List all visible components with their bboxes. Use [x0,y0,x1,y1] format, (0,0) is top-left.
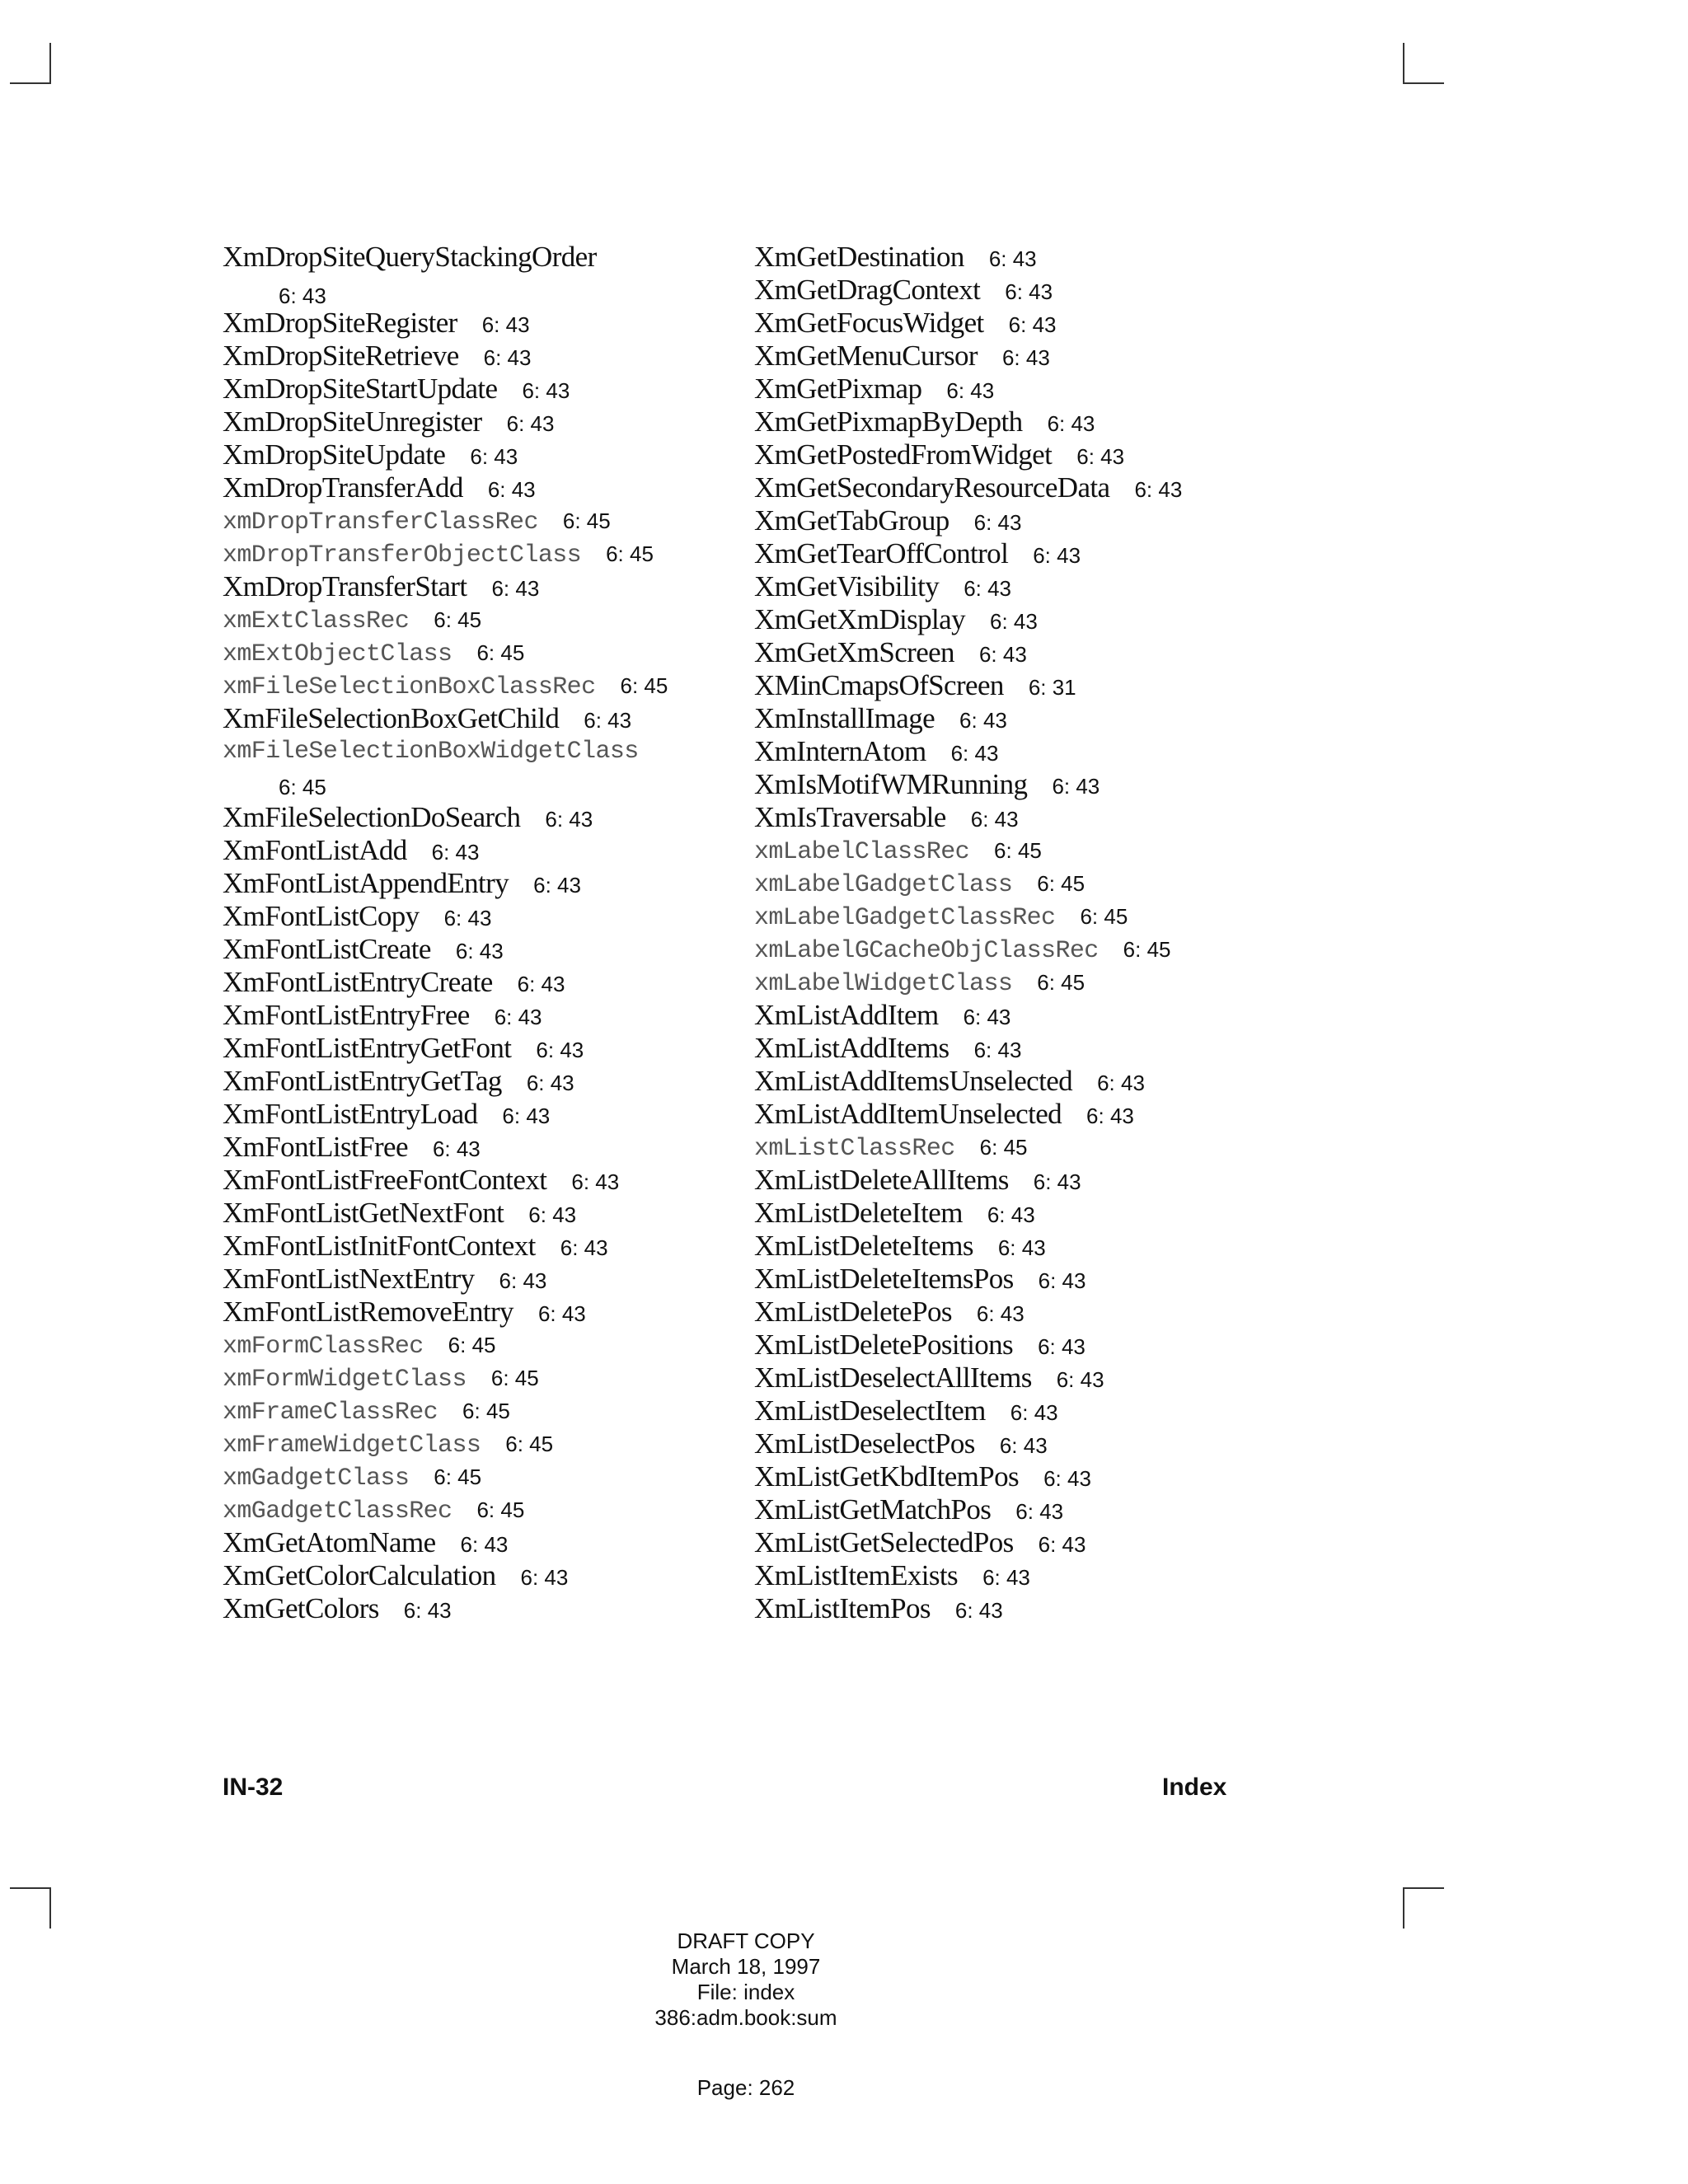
index-term: XmFontListCopy [223,900,420,932]
draft-file: File: index [696,1980,795,2004]
index-entry [223,1329,750,1361]
index-entry [223,702,750,735]
draft-page-number: Page: 262 [696,2075,795,2100]
index-page-ref: 6: 43 [964,576,1012,601]
index-entry [754,768,1265,801]
index-page-ref: 6: 45 [1037,871,1085,896]
index-page-ref: 6: 43 [443,906,492,930]
index-term: XmDropSiteStartUpdate [223,373,498,405]
index-term: XmDropSiteRegister [223,307,457,339]
index-page-ref: 6: 43 [545,807,593,832]
index-page-ref: 6: 45 [476,640,525,665]
index-term: XmDropTransferAdd [223,471,463,504]
index-entry [223,636,750,669]
index-term: XmListGetSelectedPos [754,1526,1014,1558]
index-entry [223,801,750,834]
index-term: xmLabelWidgetClass [754,970,1013,998]
index-entry [754,603,1265,636]
index-page-ref: 6: 43 [483,345,532,370]
index-page-ref: 6: 43 [533,873,581,898]
index-page-ref: 6: 45 [562,509,611,533]
index-term: XmGetSecondaryResourceData [754,471,1110,504]
index-page-ref: 6: 43 [1038,1334,1085,1359]
index-page-ref: 6: 43 [520,1565,569,1590]
index-page-ref: 6: 43 [1038,1532,1086,1557]
index-entry [223,373,750,405]
index-entry [754,1065,1265,1098]
index-page-ref: 6: 43 [584,708,632,733]
index-entry [754,1493,1265,1526]
index-term: XmFontListAdd [223,834,407,866]
index-page-ref: 6: 43 [1038,1268,1086,1293]
index-page-ref: 6: 43 [973,1038,1022,1062]
index-page-ref: 6: 43 [950,741,999,766]
index-entry [223,340,750,373]
index-entry [223,999,750,1032]
index-term: XmListDeselectPos [754,1427,975,1460]
index-page-ref: 6: 43 [1056,1367,1104,1392]
index-term: XmDropSiteUpdate [223,438,446,471]
index-page-ref: 6: 43 [1033,543,1081,568]
index-entry [223,405,750,438]
index-entry [223,1230,750,1263]
page-folio: IN-32 [223,1774,284,1801]
index-term: xmFrameClassRec [223,1399,438,1427]
index-page-ref: 6: 45 [979,1135,1028,1160]
index-term: XmListDeletePos [754,1296,952,1328]
index-page-ref: 6: 43 [1001,345,1050,370]
index-term: XmFontListFreeFontContext [223,1164,547,1196]
index-entry [754,867,1265,900]
index-term: XmGetMenuCursor [754,340,978,372]
index-term: XmListDeleteItem [754,1197,963,1229]
index-page-ref: 6: 43 [970,807,1019,832]
index-term: XmListGetMatchPos [754,1493,992,1526]
index-term: xmLabelGadgetClass [754,871,1013,899]
section-title: Index [1162,1774,1227,1801]
index-entry [223,438,750,471]
index-page-ref: 6: 43 [1015,1499,1064,1524]
index-term: xmLabelGadgetClassRec [754,904,1056,932]
index-term: XmListItemExists [754,1559,959,1591]
index-term: xmFileSelectionBoxClassRec [223,673,596,701]
index-entry [754,636,1265,669]
index-page-ref: 6: 43 [432,1137,481,1161]
index-page-ref: 6: 43 [403,1598,452,1623]
index-term: XmFontListGetNextFont [223,1197,504,1229]
index-entry [223,1526,750,1559]
index-term: xmFrameWidgetClass [223,1432,481,1460]
index-entry [223,1592,750,1625]
index-entry [223,570,750,603]
index-entry [754,438,1265,471]
index-entry [754,1197,1265,1230]
index-page-ref: 6: 43 [560,1235,608,1260]
index-page-ref: 6: 43 [973,510,1022,535]
index-term: XmGetTearOffControl [754,537,1009,569]
index-entry [754,735,1265,768]
index-page-ref: 6: 45 [620,673,668,698]
index-term: XmIsMotifWMRunning [754,768,1028,800]
index-entry [223,867,750,900]
index-page-ref: 6: 43 [506,411,555,436]
index-term: xmFormClassRec [223,1333,424,1361]
index-entry [754,1098,1265,1131]
index-term: xmListClassRec [754,1135,955,1163]
index-entry [754,504,1265,537]
index-term: XmGetColors [223,1592,379,1624]
index-term: XmFontListFree [223,1131,408,1163]
index-entry [223,1559,750,1592]
index-page-ref: 6: 43 [1052,774,1100,799]
index-term: XmFontListEntryGetFont [223,1032,512,1064]
index-page-ref: 6: 43 [491,576,540,601]
index-term: XmListDeleteItems [754,1230,973,1262]
index-page-ref: 6: 43 [528,1202,577,1227]
index-term: XmFontListEntryGetTag [223,1065,502,1097]
index-page-ref: 6: 43 [460,1532,509,1557]
index-entry [754,1230,1265,1263]
index-entry [754,1361,1265,1394]
index-page-ref: 6: 45 [434,607,482,632]
index-term: XmGetXmDisplay [754,603,966,635]
index-term: xmFileSelectionBoxWidgetClass [223,738,639,766]
draft-date: March 18, 1997 [671,1954,821,1979]
draft-label: DRAFT COPY [677,1929,815,1953]
draft-notice [0,1929,1492,2031]
index-page-ref: 6: 43 [1005,279,1053,304]
index-term: XmListItemPos [754,1592,931,1624]
index-entry [754,1329,1265,1361]
index-page-ref: 6: 43 [946,378,995,403]
index-column-left [223,241,750,1625]
index-page-ref: 6: 43 [988,246,1037,271]
index-entry [223,471,750,504]
index-entry [223,1427,750,1460]
index-entry [223,1361,750,1394]
index-page-ref: 6: 43 [1047,411,1095,436]
index-entry [754,1559,1265,1592]
index-term: XmGetVisibility [754,570,940,602]
index-page-ref: 6: 43 [487,477,536,502]
index-entry [223,834,750,867]
index-term: XmListDeletePositions [754,1329,1014,1361]
index-entry [754,702,1265,735]
index-page-ref: 6: 43 [279,284,326,308]
index-term: xmGadgetClass [223,1465,410,1493]
index-page-ref: 6: 45 [476,1497,525,1522]
index-entry [754,537,1265,570]
index-page-ref: 6: 45 [462,1399,510,1423]
index-term: XmListAddItemUnselected [754,1098,1062,1130]
index-entry [754,966,1265,999]
index-page-ref: 6: 45 [1123,937,1171,962]
index-term: XmInstallImage [754,702,935,734]
index-term: XmDropSiteUnregister [223,405,482,438]
index-term: XmListDeselectAllItems [754,1361,1032,1394]
index-term: XmFontListEntryFree [223,999,470,1031]
index-entry [754,471,1265,504]
index-term: xmGadgetClassRec [223,1497,452,1526]
index-term: XmListDeselectItem [754,1394,986,1427]
index-page-ref: 6: 45 [448,1333,496,1357]
index-page-ref: 6: 43 [481,312,530,337]
index-entry [754,999,1265,1032]
index-entry [754,900,1265,933]
draft-book: 386:adm.book:sum [654,2005,837,2030]
index-page-ref: 6: 45 [1037,970,1085,995]
index-term: XmGetFocusWidget [754,307,984,339]
index-term: XmGetColorCalculation [223,1559,496,1591]
index-entry [754,1460,1265,1493]
index-page-ref: 6: 43 [1033,1169,1081,1194]
index-page-ref: 6: 43 [499,1268,547,1293]
index-page-ref: 6: 43 [963,1005,1011,1029]
index-entry [754,274,1265,307]
index-page-ref: 6: 43 [526,1071,574,1095]
index-term: XmListAddItemsUnselected [754,1065,1073,1097]
index-term: XmFontListEntryLoad [223,1098,478,1130]
index-page-ref: 6: 43 [1086,1104,1134,1128]
index-entry [754,1427,1265,1460]
index-entry [223,1164,750,1197]
index-page-ref: 6: 43 [455,939,504,963]
index-page-ref: 6: 45 [994,838,1042,863]
index-term: XmFontListCreate [223,933,431,965]
index-entry [754,1164,1265,1197]
index-page-ref: 6: 43 [517,972,565,996]
index-term: XmDropTransferStart [223,570,467,602]
index-entry [754,1526,1265,1559]
index-page-ref: 6: 43 [536,1038,584,1062]
index-term: xmDropTransferObjectClass [223,541,582,569]
index-term: xmFormWidgetClass [223,1366,467,1394]
index-entry [754,1296,1265,1329]
index-term: XmListGetKbdItemPos [754,1460,1020,1493]
index-term: xmDropTransferClassRec [223,509,538,537]
index-entry [223,537,750,570]
index-entry [754,373,1265,405]
index-entry [223,1032,750,1065]
index-entry [754,570,1265,603]
index-entry [223,1460,750,1493]
index-page-ref: 6: 43 [1043,1466,1091,1491]
index-page-ref: 6: 43 [1010,1400,1058,1425]
index-page-ref: 6: 31 [1028,675,1076,700]
index-term: XmGetPostedFromWidget [754,438,1053,471]
index-page-ref: 6: 43 [1076,444,1125,469]
index-term: XmListDeleteItemsPos [754,1263,1014,1295]
index-term: XmGetTabGroup [754,504,950,537]
index-page-ref: 6: 45 [505,1432,554,1456]
index-entry [223,1493,750,1526]
index-page-ref: 6: 43 [954,1598,1003,1623]
index-term: XmListAddItem [754,999,939,1031]
index-entry [223,900,750,933]
index-page-ref: 6: 43 [494,1005,542,1029]
index-entry [223,966,750,999]
index-entry [223,735,750,801]
index-term: XmFontListAppendEntry [223,867,509,899]
index-entry [223,669,750,702]
index-entry [223,1131,750,1164]
index-term: XmDropSiteQueryStackingOrder [223,241,597,273]
index-page-ref: 6: 45 [279,775,326,799]
index-entry [223,307,750,340]
index-page-ref: 6: 43 [997,1235,1046,1260]
index-term: XmFileSelectionDoSearch [223,801,521,833]
index-term: XmFontListRemoveEntry [223,1296,513,1328]
index-term: XmGetDragContext [754,274,981,306]
index-page-ref: 6: 43 [470,444,518,469]
index-entry [223,504,750,537]
index-term: xmExtClassRec [223,607,410,635]
index-entry [754,1263,1265,1296]
index-term: XmGetDestination [754,241,964,273]
index-term: XmFontListInitFontContext [223,1230,536,1262]
index-entry [223,1296,750,1329]
index-entry [754,241,1265,274]
index-entry [223,933,750,966]
index-page-ref: 6: 43 [976,1301,1025,1326]
index-term: XMinCmapsOfScreen [754,669,1004,701]
index-term: XmInternAtom [754,735,926,767]
index-entry [223,1394,750,1427]
index-term: XmFileSelectionBoxGetChild [223,702,560,734]
index-entry [754,669,1265,702]
index-page-ref: 6: 43 [571,1169,620,1194]
index-page-ref: 6: 45 [1080,904,1128,929]
index-term: XmDropSiteRetrieve [223,340,459,372]
index-entry [223,1065,750,1098]
index-page-ref: 6: 43 [999,1433,1048,1458]
index-entry [754,834,1265,867]
index-page-ref: 6: 43 [978,642,1027,667]
index-entry [754,933,1265,966]
index-term: xmLabelClassRec [754,838,970,866]
index-entry [223,241,750,307]
index-term: xmLabelGCacheObjClassRec [754,937,1099,965]
index-page-ref: 6: 43 [1008,312,1057,337]
index-entry [754,801,1265,834]
index-page-ref: 6: 43 [982,1565,1030,1590]
index-term: XmIsTraversable [754,801,946,833]
index-page-ref: 6: 43 [1097,1071,1145,1095]
index-page-ref: 6: 43 [537,1301,586,1326]
index-term: XmListAddItems [754,1032,950,1064]
index-entry [754,1592,1265,1625]
index-term: XmFontListNextEntry [223,1263,475,1295]
index-entry [223,1098,750,1131]
index-page-ref: 6: 45 [606,541,654,566]
index-page-ref: 6: 43 [990,609,1038,634]
index-page-ref: 6: 45 [490,1366,539,1390]
index-column-right [754,241,1265,1625]
index-term: xmExtObjectClass [223,640,452,668]
index-term: XmGetPixmapByDepth [754,405,1023,438]
index-page-ref: 6: 43 [431,840,480,865]
index-term: XmGetAtomName [223,1526,436,1558]
index-entry [223,1197,750,1230]
index-entry [754,1131,1265,1164]
index-page-ref: 6: 43 [502,1104,551,1128]
index-page-ref: 6: 43 [987,1202,1035,1227]
index-page-ref: 6: 43 [1134,477,1183,502]
index-term: XmFontListEntryCreate [223,966,493,998]
index-term: XmListDeleteAllItems [754,1164,1009,1196]
index-term: XmGetXmScreen [754,636,954,668]
index-entry [754,1394,1265,1427]
index-entry [754,307,1265,340]
index-entry [223,1263,750,1296]
index-entry [223,603,750,636]
index-page-ref: 6: 43 [522,378,570,403]
index-term: XmGetPixmap [754,373,922,405]
index-entry [754,405,1265,438]
index-entry [754,340,1265,373]
index-entry [754,1032,1265,1065]
index-page-ref: 6: 45 [434,1465,482,1489]
index-page-ref: 6: 43 [959,708,1007,733]
